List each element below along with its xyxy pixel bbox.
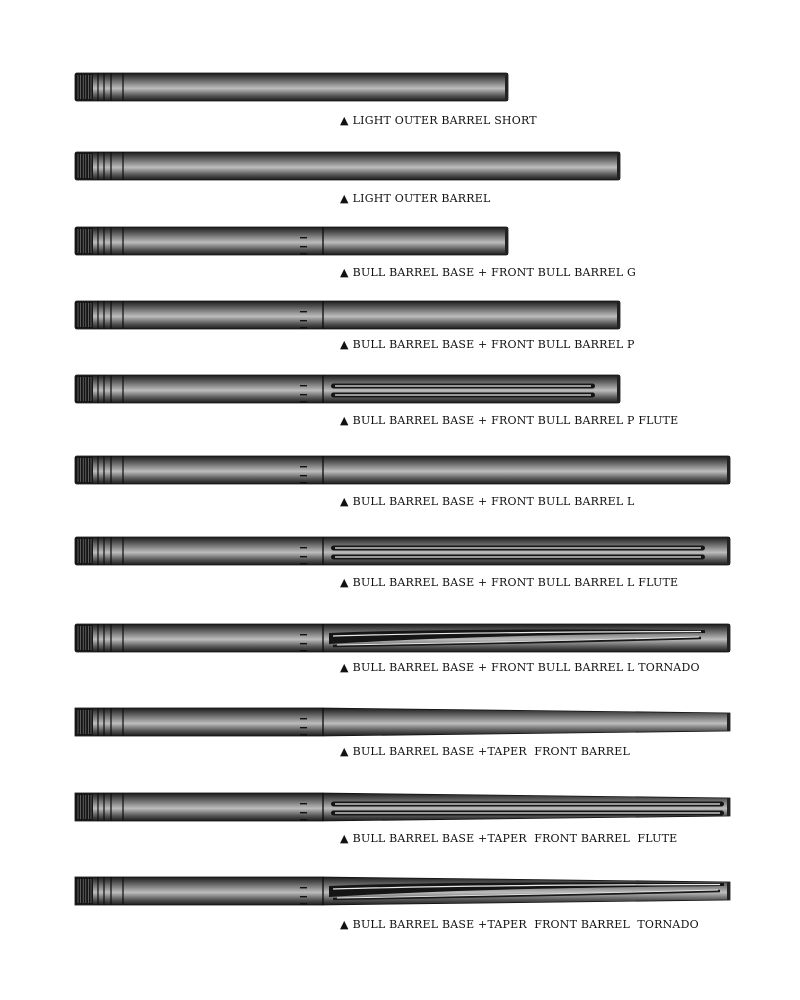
witness-mark [300,812,307,813]
barrel-label: BULL BARREL BASE + FRONT BULL BARREL G [352,266,637,279]
witness-mark [300,803,307,804]
witness-mark [300,634,307,635]
muzzle-end [505,73,508,101]
barrel-caption [340,661,700,674]
barrel-drawing [0,874,800,908]
muzzle-end [617,301,620,329]
witness-mark [300,320,307,321]
witness-mark [300,563,307,564]
witness-mark [300,650,307,651]
barrel-caption [340,576,678,589]
barrel-label: BULL BARREL BASE + FRONT BULL BARREL L FLUTE [352,576,679,589]
witness-mark [300,903,307,904]
barrel-caption [340,414,678,427]
witness-mark [300,819,307,820]
witness-mark [300,311,307,312]
triangle-marker-icon: ▲ [340,918,349,931]
barrel-body [75,73,508,101]
witness-mark [300,547,307,548]
barrel-label: LIGHT OUTER BARREL [352,192,491,205]
witness-mark [300,887,307,888]
muzzle-end [617,375,620,403]
barrel-body [75,456,730,484]
witness-mark [300,237,307,238]
barrel-body [75,152,620,180]
triangle-marker-icon: ▲ [340,576,349,589]
barrel-label: BULL BARREL BASE +TAPER FRONT BARREL FLUTE [352,832,678,845]
barrel-label: LIGHT OUTER BARREL SHORT [352,114,537,127]
muzzle-end [727,456,730,484]
barrel-drawing [0,453,800,487]
barrel-base-body [75,877,323,905]
barrel-label: BULL BARREL BASE + FRONT BULL BARREL P FLUTE [352,414,679,427]
triangle-marker-icon: ▲ [340,338,349,351]
witness-mark [300,253,307,254]
barrel-label: BULL BARREL BASE +TAPER FRONT BARREL TORNADO [352,918,699,931]
witness-mark [300,401,307,402]
barrel-drawing [0,70,800,104]
barrel-label: BULL BARREL BASE + FRONT BULL BARREL P [352,338,635,351]
barrel-body [75,537,730,565]
taper-front-barrel [323,708,730,736]
barrel-drawing [0,372,800,406]
barrel-drawing [0,298,800,332]
barrel-caption [340,918,699,931]
muzzle-end [617,152,620,180]
barrel-drawing [0,534,800,568]
witness-mark [300,475,307,476]
triangle-marker-icon: ▲ [340,414,349,427]
witness-mark [300,727,307,728]
barrel-drawing [0,705,800,739]
barrel-body [75,301,620,329]
triangle-marker-icon: ▲ [340,495,349,508]
barrel-drawing [0,621,800,655]
witness-mark [300,482,307,483]
barrel-caption [340,114,537,127]
barrel-body [75,227,508,255]
barrel-drawing [0,224,800,258]
witness-mark [300,718,307,719]
barrel-drawing [0,149,800,183]
witness-mark [300,385,307,386]
barrel-label: BULL BARREL BASE + FRONT BULL BARREL L TORNADO [352,661,700,674]
barrel-body [75,375,620,403]
triangle-marker-icon: ▲ [340,661,349,674]
witness-mark [300,246,307,247]
witness-mark [300,556,307,557]
witness-mark [300,896,307,897]
barrel-label: BULL BARREL BASE +TAPER FRONT BARREL [352,745,630,758]
witness-mark [300,327,307,328]
triangle-marker-icon: ▲ [340,745,349,758]
barrel-caption [340,745,630,758]
witness-mark [300,734,307,735]
barrel-caption [340,192,491,205]
barrel-caption [340,338,635,351]
barrel-base-body [75,793,323,821]
muzzle-end [727,537,730,565]
barrel-caption [340,832,677,845]
triangle-marker-icon: ▲ [340,114,349,127]
muzzle-end [727,882,730,900]
witness-mark [300,466,307,467]
taper-front-barrel [323,793,730,821]
barrel-caption [340,266,636,279]
witness-mark [300,394,307,395]
muzzle-end [727,624,730,652]
barrel-label: BULL BARREL BASE + FRONT BULL BARREL L [352,495,635,508]
barrel-caption [340,495,635,508]
witness-mark [300,643,307,644]
triangle-marker-icon: ▲ [340,266,349,279]
muzzle-end [727,798,730,816]
triangle-marker-icon: ▲ [340,192,349,205]
triangle-marker-icon: ▲ [340,832,349,845]
barrel-drawing [0,790,800,824]
muzzle-end [727,713,730,731]
barrel-base-body [75,708,323,736]
muzzle-end [505,227,508,255]
